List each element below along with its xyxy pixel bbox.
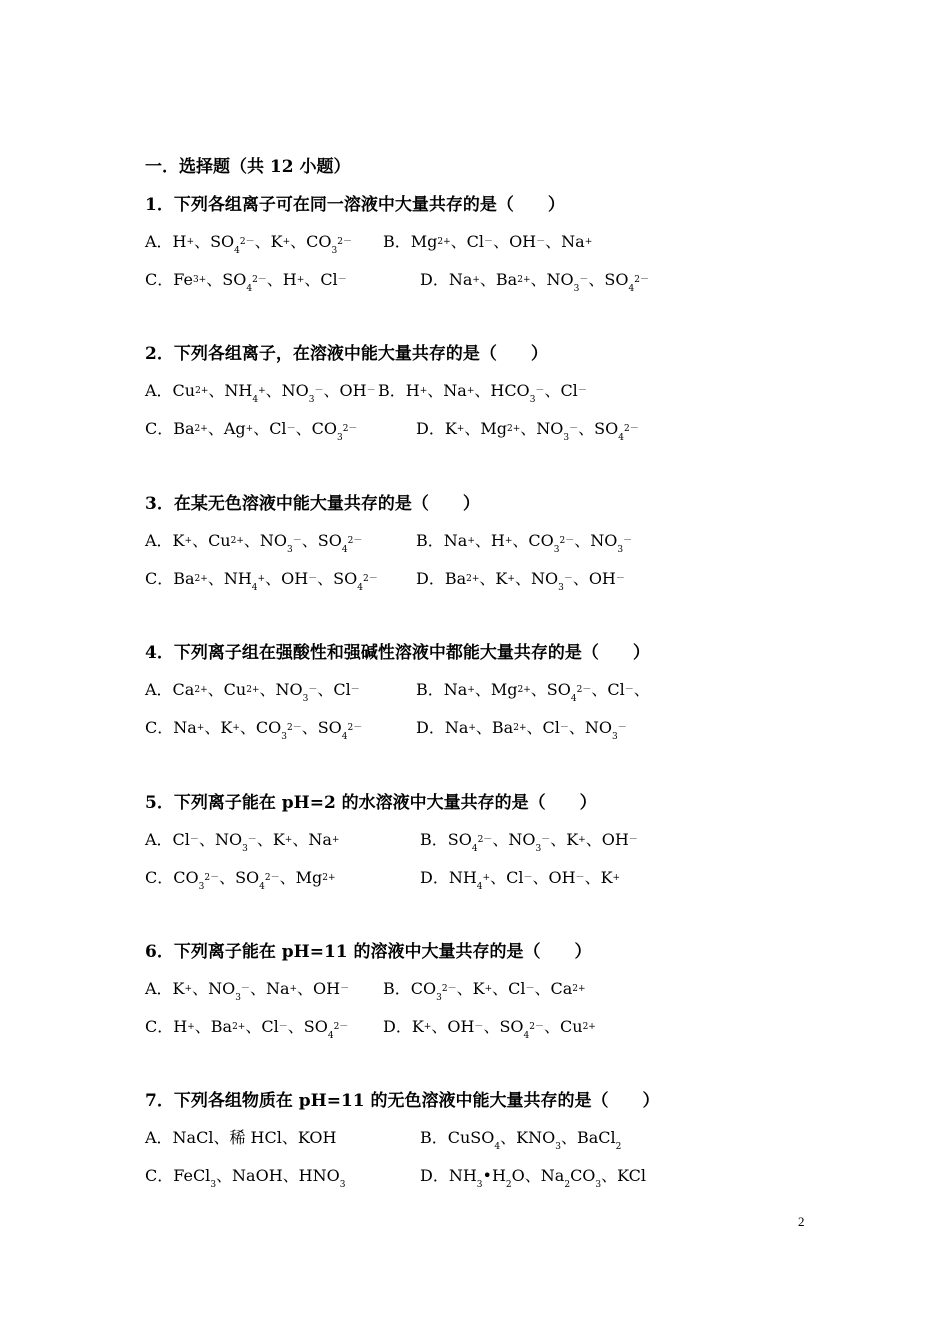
superscript: + [196,723,205,733]
option-text: 、Cl [526,718,560,737]
section-title: 一．选择题（共 12 小题） [145,157,351,177]
superscript: － [624,685,634,695]
superscript: 2－ [559,536,575,546]
superscript: 2+ [437,237,451,247]
option-text: D．K [383,1017,424,1036]
option-text: D．K [416,419,457,438]
option-text: 、Cl [591,680,625,699]
subscript: 4 [628,284,635,294]
option-text: 、CO [239,718,282,737]
superscript: 2+ [195,386,209,396]
option-text: 、Cl [544,381,578,400]
option-text: 、Ba [475,718,514,737]
superscript: + [584,237,593,247]
superscript: － [337,275,347,285]
option-text: 、NO [568,718,613,737]
superscript: － [247,835,257,845]
question-title: 5．下列离子能在 pH=2 的水溶液中大量共存的是（ ） [145,793,597,813]
superscript: 2+ [232,1022,246,1032]
superscript: 2+ [513,723,527,733]
option-text: C．Ba [145,569,195,588]
superscript: － [308,685,318,695]
superscript: － [615,574,625,584]
superscript: + [612,873,621,883]
option-text: CO [570,1166,596,1185]
superscript: 2－ [477,835,493,845]
subscript: 4 [494,1142,501,1152]
subscript: 3 [436,993,442,1003]
option-text: 、Na [249,979,290,998]
superscript: 2+ [517,685,531,695]
option-text: 、KNO [500,1128,556,1147]
answer-option [416,419,639,443]
option-text: A．NaCl、稀 HCl、KOH [145,1128,337,1147]
subscript: 3 [242,844,248,854]
superscript: 2+ [466,574,480,584]
superscript: － [350,685,360,695]
answer-option [416,569,625,593]
answer-option [420,270,649,294]
option-text: 、KCl [601,1166,647,1185]
option-text: 、Mg [464,419,507,438]
subscript: 4 [476,882,483,892]
option-text: 、K [204,718,233,737]
superscript: + [184,536,193,546]
superscript: 2+ [322,873,336,883]
subscript: 3 [210,1180,217,1190]
subscript: 3 [555,1142,561,1152]
superscript: － [340,984,350,994]
subscript: 3 [563,433,570,443]
option-text: 、HCO [474,381,530,400]
option-text: 、Mg [279,868,323,887]
option-text: 、SO [588,270,629,289]
option-text: 、 [633,680,650,699]
option-text: 、NO [514,569,559,588]
option-text: 、K [256,830,285,849]
option-text: 、Cl [304,270,338,289]
option-text: 、OH [297,979,341,998]
subscript: 4 [357,583,363,593]
subscript: 4 [252,395,259,405]
superscript: + [419,386,428,396]
subscript: 3 [553,545,560,555]
superscript: 2+ [517,275,531,285]
option-text: D．NH [420,868,477,887]
subscript: 3 [235,993,241,1003]
option-text: 、OH [493,232,537,251]
superscript: + [257,574,266,584]
option-text: 、NO [520,419,564,438]
superscript: + [456,424,465,434]
option-text: 、NH [208,381,253,400]
superscript: + [467,536,475,546]
superscript: + [467,685,475,695]
option-text: A．K [145,531,185,550]
answer-option [145,680,360,704]
superscript: 2－ [576,685,592,695]
option-text: A．Cl [145,830,190,849]
option-text: 、SO [530,680,571,699]
subscript: 3 [617,545,624,555]
option-text: B．CuSO [420,1128,495,1147]
answer-option [420,1128,622,1152]
subscript: 3 [198,882,205,892]
option-text: 、Cl [492,979,526,998]
option-text: 、SO [317,569,358,588]
superscript: 2－ [342,424,358,434]
subscript: 3 [573,284,580,294]
answer-option [145,381,376,405]
answer-option [145,979,350,1003]
option-text: 、Cl [253,419,287,438]
superscript: + [468,723,476,733]
option-text: 、NO [198,830,243,849]
answer-option [145,1166,346,1190]
superscript: 2+ [582,1022,596,1032]
superscript: + [482,873,491,883]
option-text: 、Ba [479,270,518,289]
option-text: 、Cu [544,1017,583,1036]
option-text: B．CO [383,979,437,998]
subscript: 3 [535,844,542,854]
superscript: + [466,386,475,396]
superscript: 2+ [194,685,208,695]
subscript: 3 [331,246,338,256]
answer-option [378,381,587,405]
superscript: + [507,574,515,584]
superscript: + [187,1022,195,1032]
option-text: D．Ba [416,569,467,588]
superscript: + [232,723,240,733]
subscript: 3 [281,732,287,742]
option-text: 、Na [545,232,585,251]
option-text: A．H [145,232,187,251]
option-text: 、SO [287,1017,328,1036]
option-text: C．H [145,1017,188,1036]
superscript: － [569,424,579,434]
superscript: 2－ [634,275,649,285]
subscript: 3 [302,694,309,704]
superscript: + [578,835,586,845]
superscript: 2－ [347,723,363,733]
option-text: 、NO [243,531,288,550]
option-text: 、Cl [450,232,485,251]
option-text: 、Na [292,830,332,849]
option-text: D．Na [416,718,469,737]
answer-option [145,718,363,742]
option-text: A．Ca [145,680,195,699]
answer-option [416,718,627,742]
question-title: 1．下列各组离子可在同一溶液中大量共存的是（ ） [145,195,565,215]
answer-option [145,1017,349,1041]
superscript: － [366,386,376,396]
superscript: 2－ [239,237,255,247]
superscript: + [484,984,493,994]
subscript: 4 [234,246,240,256]
subscript: 3 [336,433,343,443]
superscript: + [331,835,340,845]
subscript: 3 [308,395,315,405]
subscript: 4 [570,694,577,704]
superscript: － [559,723,569,733]
superscript: 2+ [506,424,521,434]
superscript: － [535,386,545,396]
subscript: 4 [341,732,348,742]
subscript: 2 [505,1180,512,1190]
answer-option [416,680,650,704]
option-text: 、Cu [207,680,247,699]
superscript: 2+ [194,424,208,434]
option-text: 、H [266,270,297,289]
option-text: 、OH [265,569,309,588]
option-text: 、SO [194,232,235,251]
option-text: 、Ca [534,979,573,998]
superscript: 2－ [347,536,363,546]
superscript: － [240,984,250,994]
subscript: 4 [246,284,253,294]
superscript: + [282,237,291,247]
superscript: － [628,835,638,845]
superscript: 2+ [230,536,244,546]
answer-option [416,531,633,555]
subscript: 3 [287,545,293,555]
option-text: 、NO [492,830,536,849]
option-text: 、H [474,531,505,550]
subscript: 4 [471,844,478,854]
option-text: 、K [550,830,579,849]
option-text: 、OH [532,868,576,887]
superscript: 2－ [337,237,352,247]
superscript: 2－ [252,275,267,285]
subscript: 3 [529,395,536,405]
superscript: － [474,1022,484,1032]
option-text: 、Cu [192,531,231,550]
superscript: + [504,536,513,546]
superscript: － [286,424,296,434]
superscript: － [308,574,318,584]
superscript: 3+ [192,275,207,285]
option-text: O、Na [511,1166,565,1185]
subscript: 3 [339,1180,346,1190]
superscript: + [184,984,193,994]
option-text: •H [482,1166,506,1185]
subscript: 4 [523,1031,530,1041]
question-title: 3．在某无色溶液中能大量共存的是（ ） [145,494,480,514]
superscript: 2－ [363,574,378,584]
option-text: B．Na [416,531,468,550]
answer-option [145,419,358,443]
superscript: － [484,237,494,247]
option-text: C．Ba [145,419,195,438]
subscript: 4 [618,433,624,443]
option-text: 、NO [259,680,303,699]
superscript: + [258,386,266,396]
option-text: 、NO [530,270,574,289]
option-text: 、OH [572,569,616,588]
question-title: 2．下列各组离子，在溶液中能大量共存的是（ ） [145,344,548,364]
option-text: 、Mg [474,680,518,699]
superscript: － [617,723,627,733]
option-text: 、SO [206,270,247,289]
option-text: 、NaOH、HNO [216,1166,340,1185]
option-text: 、Cl [490,868,524,887]
superscript: + [423,1022,432,1032]
superscript: － [523,873,533,883]
answer-option [145,868,336,892]
superscript: － [292,536,302,546]
superscript: + [472,275,480,285]
option-text: 、CO [512,531,554,550]
option-text: 、SO [301,718,342,737]
answer-option [420,1166,647,1190]
superscript: － [525,984,535,994]
answer-option [145,1128,336,1148]
option-text: 、K [254,232,283,251]
option-text: A．Cu [145,381,196,400]
option-text: C．CO [145,868,199,887]
option-text: 、K [584,868,613,887]
superscript: － [577,386,587,396]
option-text: 、NH [207,569,252,588]
option-text: D．NH [420,1166,477,1185]
page-number: 2 [798,1214,805,1229]
superscript: 2－ [204,873,220,883]
answer-option [145,232,352,256]
option-text: 、K [456,979,485,998]
superscript: 2－ [264,873,280,883]
question-title: 7．下列各组物质在 pH=11 的无色溶液中能大量共存的是（ ） [145,1091,660,1111]
superscript: － [575,873,585,883]
question-title: 6．下列离子能在 pH=11 的溶液中大量共存的是（ ） [145,942,592,962]
superscript: 2－ [529,1022,544,1032]
superscript: － [579,275,589,285]
subscript: 3 [558,583,564,593]
option-text: 、Na [427,381,467,400]
option-text: D．Na [420,270,473,289]
superscript: － [541,835,551,845]
option-text: 、Cl [245,1017,279,1036]
option-text: 、NO [265,381,309,400]
option-text: 、OH [585,830,629,849]
option-text: 、BaCl [560,1128,616,1147]
answer-option [383,1017,596,1041]
subscript: 4 [327,1031,334,1041]
option-text: A．K [145,979,185,998]
answer-option [145,830,340,854]
superscript: 2－ [333,1022,349,1032]
option-text: 、SO [483,1017,524,1036]
superscript: － [278,1022,288,1032]
option-text: B．Mg [383,232,438,251]
option-text: 、CO [295,419,337,438]
option-text: 、NO [574,531,618,550]
answer-option [420,868,621,892]
option-text: C．FeCl [145,1166,211,1185]
superscript: 2+ [246,685,260,695]
subscript: 3 [476,1180,483,1190]
option-text: C．Fe [145,270,193,289]
superscript: － [623,536,633,546]
option-text: 、SO [578,419,619,438]
superscript: － [314,386,324,396]
answer-option [383,232,592,252]
option-text: 、OH [431,1017,475,1036]
subscript: 4 [259,882,265,892]
subscript: 4 [251,583,258,593]
subscript: 3 [595,1180,602,1190]
option-text: 、CO [290,232,332,251]
superscript: － [189,835,199,845]
subscript: 2 [564,1180,571,1190]
superscript: － [563,574,573,584]
option-text: C．Na [145,718,197,737]
superscript: 2－ [441,984,457,994]
subscript: 2 [615,1142,622,1152]
superscript: 2－ [623,424,639,434]
subscript: 3 [612,732,618,742]
answer-option [145,531,363,555]
superscript: 2+ [194,574,208,584]
subscript: 4 [341,545,348,555]
option-text: 、Cl [317,680,351,699]
answer-option [145,569,378,593]
superscript: 2+ [572,984,586,994]
option-text: 、Ba [194,1017,233,1036]
superscript: + [296,275,305,285]
option-text: B．SO [420,830,472,849]
answer-option [420,830,638,854]
answer-option [145,270,347,294]
question-title: 4．下列离子组在强酸性和强碱性溶液中都能大量共存的是（ ） [145,643,650,663]
superscript: + [289,984,298,994]
option-text: B．Na [416,680,468,699]
superscript: + [186,237,195,247]
option-text: 、SO [219,868,260,887]
superscript: + [284,835,293,845]
option-text: 、NO [192,979,236,998]
option-text: 、SO [301,531,342,550]
superscript: + [245,424,254,434]
answer-option [383,979,586,1003]
option-text: 、Ag [207,419,246,438]
option-text: B．H [378,381,420,400]
option-text: 、OH [323,381,367,400]
option-text: 、K [479,569,508,588]
superscript: － [536,237,546,247]
superscript: 2－ [286,723,302,733]
